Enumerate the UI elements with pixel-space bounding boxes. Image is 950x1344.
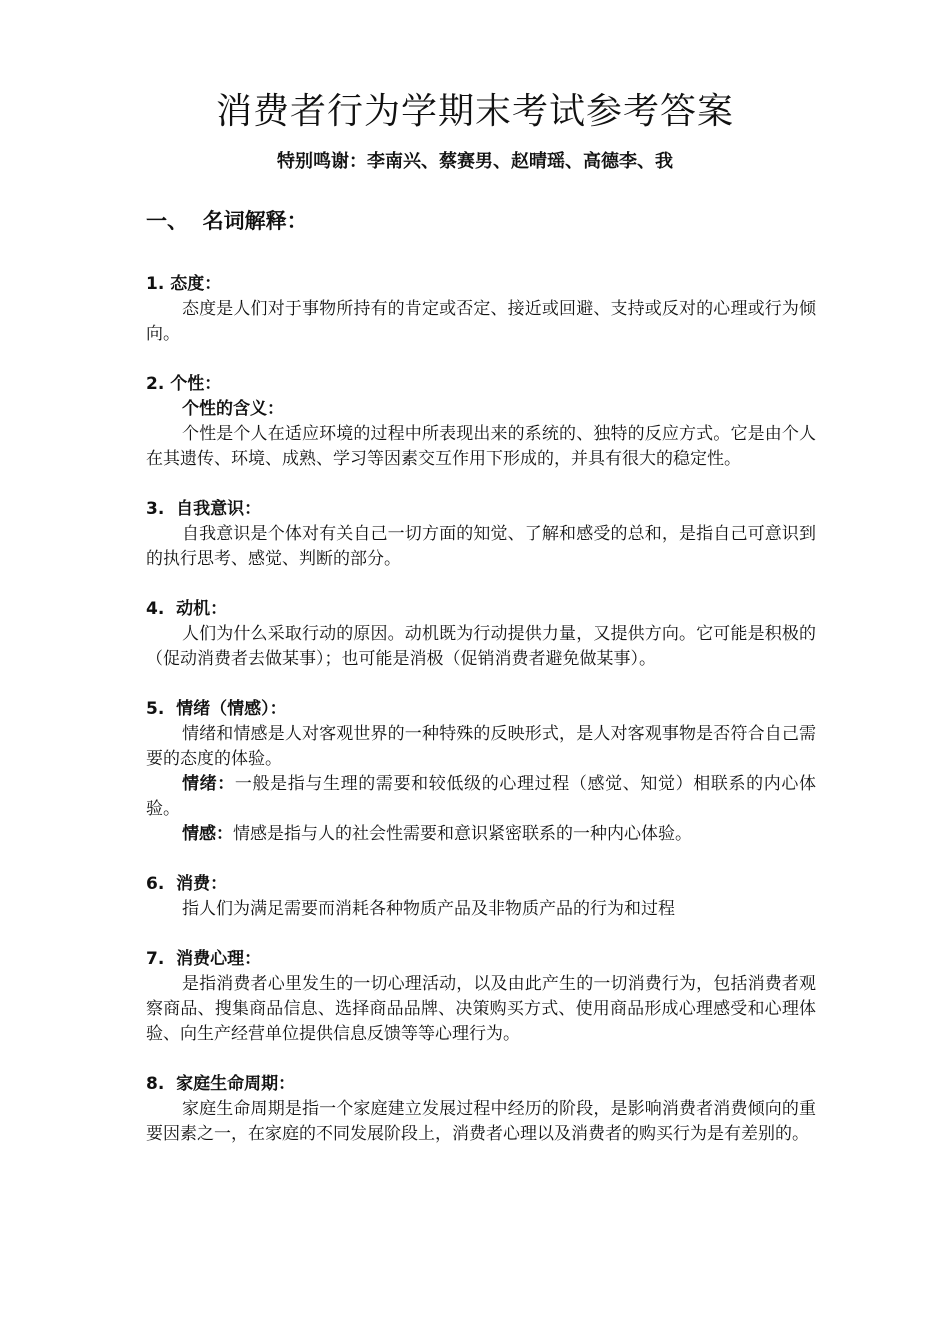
term-heading: 8. 家庭生命周期： (146, 1074, 296, 1094)
inline-label: 情感： (182, 824, 233, 844)
labeled-text: 一般是指与生理的需要和较低级的心理过程（感觉、知觉）相联系的内心体验。 (146, 774, 817, 819)
inline-label: 情绪： (182, 774, 235, 794)
definition-entry (146, 372, 816, 472)
term-heading: 7. 消费心理： (146, 949, 262, 969)
term-heading: 1. 态度： (146, 274, 222, 294)
document-title: 消费者行为学期末考试参考答案 (215, 91, 734, 132)
labeled-paragraph (146, 822, 816, 847)
term-heading: 3. 自我意识： (146, 499, 262, 519)
definition-entry (146, 947, 816, 1047)
definition-entry (146, 697, 816, 847)
section-heading: 一、 名词解释： (146, 209, 308, 233)
definition-entry (146, 1072, 816, 1147)
definition-paragraph: 自我意识是个体对有关自己一切方面的知觉、了解和感受的总和，是指自己可意识到的执行思考、感觉、判断的部分。 (146, 524, 816, 569)
definition-entry (146, 597, 816, 672)
definition-paragraph: 指人们为满足需要而消耗各种物质产品及非物质产品的行为和过程 (182, 899, 675, 919)
definition-entry (146, 497, 816, 572)
definition-entry (146, 272, 816, 347)
definition-paragraph: 家庭生命周期是指一个家庭建立发展过程中经历的阶段，是影响消费者消费倾向的重要因素之一，在家庭的不同发展阶段上，消费者心理以及消费者的购买行为是有差别的。 (146, 1099, 816, 1144)
term-heading: 2. 个性： (146, 374, 222, 394)
term-heading: 5. 情绪（情感）： (146, 699, 287, 719)
definition-paragraph: 人们为什么采取行动的原因。动机既为行动提供力量，又提供方向。它可能是积极的（促动消费者去做某事）；也可能是消极（促销消费者避免做某事）。 (146, 624, 816, 669)
sub-heading: 个性的含义： (182, 399, 284, 419)
labeled-text: 情感是指与人的社会性需要和意识紧密联系的一种内心体验。 (233, 824, 692, 844)
acknowledgement-line: 特别鸣谢：李南兴、蔡赛男、赵晴瑶、高德李、我 (277, 151, 673, 172)
labeled-paragraph (146, 772, 816, 822)
term-heading: 4. 动机： (146, 599, 228, 619)
definition-paragraph: 态度是人们对于事物所持有的肯定或否定、接近或回避、支持或反对的心理或行为倾向。 (146, 299, 816, 344)
definition-entry (146, 872, 816, 922)
definition-paragraph: 情绪和情感是人对客观世界的一种特殊的反映形式，是人对客观事物是否符合自己需要的态度的体验。 (146, 724, 816, 769)
definition-paragraph: 是指消费者心里发生的一切心理活动，以及由此产生的一切消费行为，包括消费者观察商品、搜集商品信息、选择商品品牌、决策购买方式、使用商品形成心理感受和心理体验、向生产经营单位提供信息反馈等等心理行为。 (146, 974, 816, 1044)
definition-paragraph: 个性是个人在适应环境的过程中所表现出来的系统的、独特的反应方式。它是由个人在其遗传、环境、成熟、学习等因素交互作用下形成的，并具有很大的稳定性。 (146, 424, 816, 469)
term-heading: 6. 消费： (146, 874, 228, 894)
definitions-list (146, 272, 816, 1172)
